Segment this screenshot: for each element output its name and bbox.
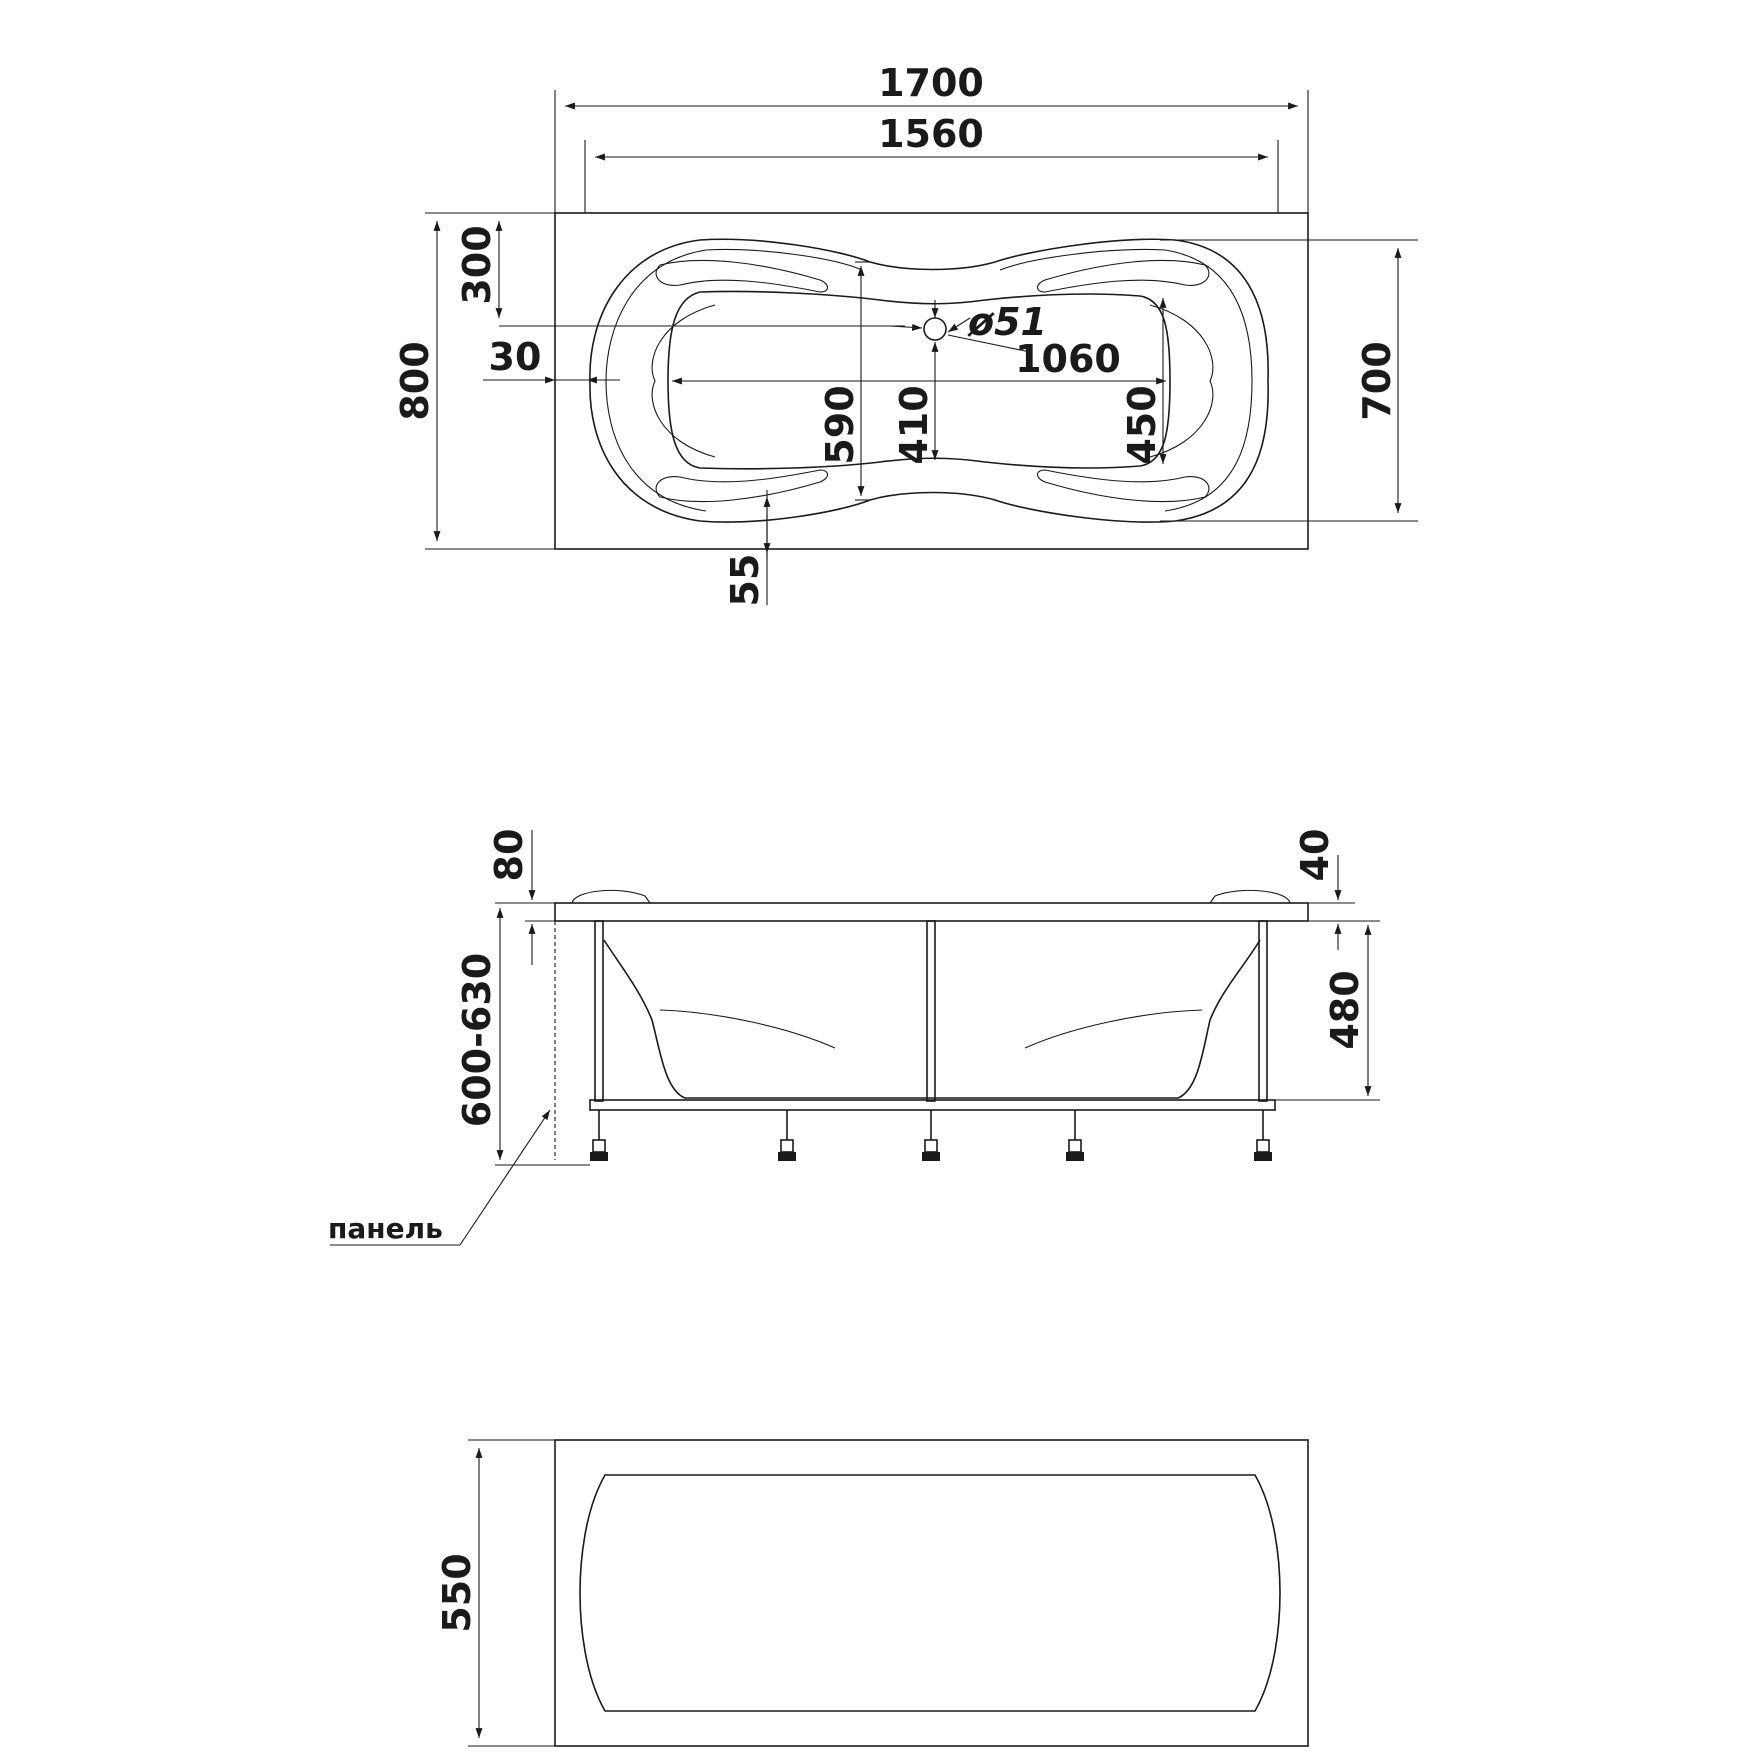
dim-40: 40 — [1293, 828, 1337, 882]
dim-55: 55 — [723, 553, 767, 607]
tub-rim-side — [555, 903, 1308, 921]
dim-590: 590 — [818, 385, 862, 465]
dim-300: 300 — [455, 225, 499, 305]
dim-700: 700 — [1355, 341, 1399, 421]
tub-bowl-side — [604, 940, 1260, 1098]
dim-30: 30 — [488, 335, 542, 379]
dim-1700: 1700 — [878, 61, 984, 105]
front-panel-inner — [580, 1475, 1280, 1711]
dim-1060: 1060 — [1015, 337, 1121, 381]
panel-label: панель — [328, 1212, 443, 1245]
side-view — [328, 829, 1380, 1245]
dim-550: 550 — [435, 1553, 479, 1633]
frame-posts — [595, 921, 1267, 1101]
dim-1560: 1560 — [878, 112, 984, 156]
top-view — [393, 61, 1418, 606]
dim-450: 450 — [1120, 385, 1164, 465]
drain-circle — [924, 318, 946, 340]
frame-feet — [590, 1110, 1272, 1161]
dim-480: 480 — [1323, 970, 1367, 1050]
dim-600-630: 600-630 — [455, 952, 499, 1128]
dim-800: 800 — [393, 341, 437, 421]
dim-80: 80 — [487, 828, 531, 882]
dim-410: 410 — [892, 385, 936, 465]
front-panel-outline — [555, 1440, 1308, 1746]
panel-view — [435, 1440, 1308, 1746]
dim-drain-diameter: ø51 — [968, 300, 1047, 344]
